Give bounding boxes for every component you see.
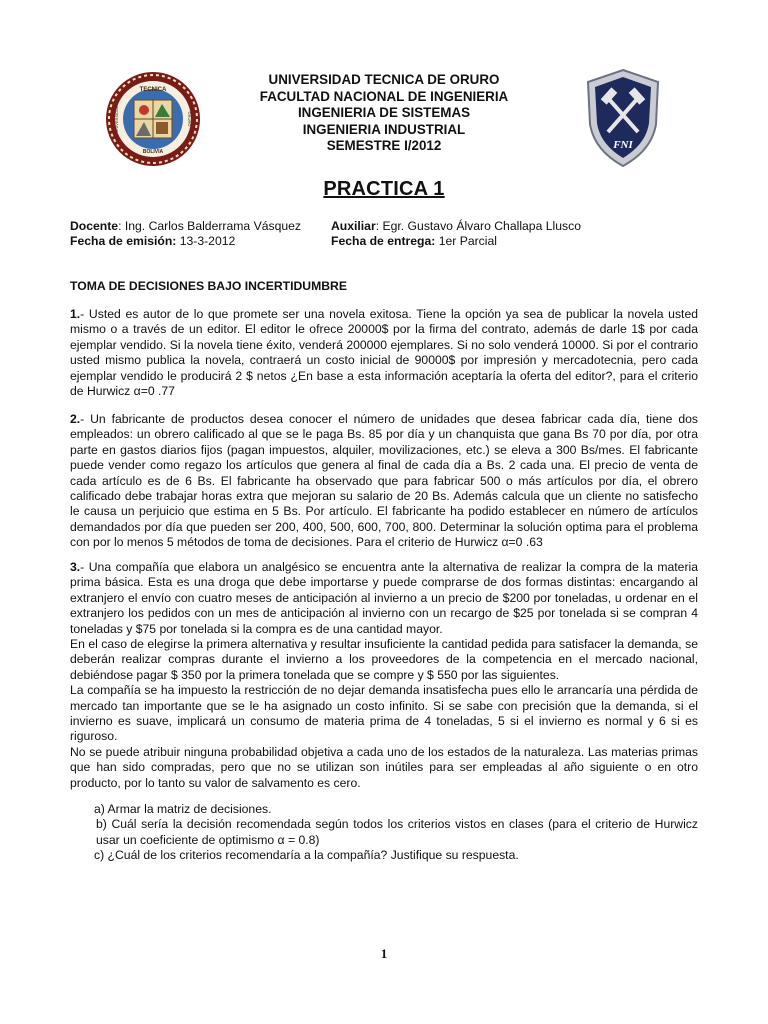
option-a: a) Armar la matriz de decisiones.	[94, 802, 272, 816]
fni-logo-text: FNI	[613, 139, 633, 151]
emision-value: 13-3-2012	[176, 234, 236, 248]
fni-shield-icon	[584, 68, 662, 168]
docente-label: Docente	[70, 219, 119, 233]
option-c: c) ¿Cuál de los criterios recomendaría a la compañía? Justifique su respuesta.	[94, 848, 519, 863]
entrega-value: 1er Parcial	[435, 234, 497, 248]
problem-2-number: 2.	[70, 412, 81, 426]
docente-line	[70, 219, 301, 234]
seal-left-text: UNIVERSIDAD	[114, 105, 119, 133]
problem-2	[70, 412, 698, 551]
problem-3-number: 3.	[70, 560, 81, 574]
header-line-industrial: INGENIERIA INDUSTRIAL	[302, 121, 466, 137]
seal-top-text: TECNICA	[139, 87, 167, 93]
auxiliar-line	[331, 219, 581, 234]
problem-3-text-3: La compañía se ha impuesto la restricción de no dejar demanda insatisfecha pues ello le arrancaría una pérdida de mercado tan importante que se le ha asignado un costo infinito. Si se sabe con precisión que la demanda, si el invierno es suave, implicará un consumo de materia prima de 4 toneladas, 5 si el invierno es normal y 6 si es riguroso.	[70, 683, 698, 744]
docente-value: : Ing. Carlos Balderrama Vásquez	[118, 219, 301, 233]
problem-3-text-2: En el caso de elegirse la primera alternativa y resultar insuficiente la cantidad pedida para satisfacer la demanda, se deberán realizar compras durante el invierno a los proveedores de la competencia en el mercado nacional, debiéndose pagar $ 350 por la primera tonelada que se compre y $ 550 por las siguientes.	[70, 637, 698, 682]
problem-2-text: - Un fabricante de productos desea conocer el número de unidades que desea fabricar cada día, tiene dos empleados: un obrero calificado al que se le paga Bs. 85 por día y un chanquista que gana Bs 70 por día, por otra parte en gastos diarios fijos (pagan impuestos, alquiler, movilizaciones, etc.) se eleva a 300 Bs/mes. El fabricante puede vender como regazo los artículos que genera al final de cada día a Bs. 2 cada una. El precio de venta de cada artículo es de 6 Bs. El fabricante ha observado que para fabricar 500 o más artículos por día, el obrero calificado debe trabajar horas extra que mejoran su salario de 20 Bs. Además calcula que un cliente no satisfecho le causa un perjuicio que estima en 5 Bs. Por artículo. El fabricante ha podido establecer en número de artículos demandados por día que pueden ser 200, 400, 500, 600, 700, 800. Determinar la solución optima para el problema con por lo menos 5 métodos de toma de decisiones. Para el criterio de Hurwicz α=0 .63	[70, 412, 698, 550]
problem-3-options	[86, 802, 698, 864]
header-line-university: UNIVERSIDAD TECNICA DE ORURO	[268, 72, 500, 87]
seal-bottom-text: BOLIVIA	[142, 149, 164, 155]
option-b: b) Cuál sería la decisión recomendada según todos los criterios vistos en clases (para el criterio de Hurwicz usar un coeficiente de optimismo α = 0.8)	[96, 817, 698, 847]
header-line-semester: SEMESTRE I/2012	[326, 138, 442, 154]
entrega-label: Fecha de entrega:	[331, 234, 436, 248]
problem-3	[70, 560, 698, 791]
problem-3-text-4: No se puede atribuir ninguna probabilidad objetiva a cada uno de los estados de la naturaleza. Las materias primas que han sido compradas, pero que no se utilizan son inútiles para ser empleadas al año siguiente o en otro producto, por lo tanto su valor de salvamento es cero.	[70, 744, 698, 790]
institution-header	[200, 72, 568, 155]
page-title: PRACTICA 1	[323, 178, 445, 200]
problem-1	[70, 307, 698, 399]
auxiliar-value: : Egr. Gustavo Álvaro Challapa Llusco	[375, 219, 581, 233]
entrega-line	[331, 234, 497, 249]
university-seal-icon	[104, 70, 202, 168]
problem-1-text: - Usted es autor de lo que promete ser una novela exitosa. Tiene la opción ya sea de publicar la novela usted mismo o a través de un editor. El editor le ofrece 20000$ por la firma del contrato, además de darle 1$ por cada ejemplar vendido. Si la novela tiene éxito, venderá 200000 ejemplares. Si no solo venderá 10000. Si por el contrario usted mismo publica la novela, contraerá un costo inicial de 90000$ por impresión y mercadotecnia, pero cada ejemplar vendido le producirá 2 $ netos ¿En base a esta información aceptaría la oferta del editor?, para el criterio de Hurwicz α=0 .77	[70, 307, 698, 399]
emision-line	[70, 234, 235, 249]
page-number: 1	[380, 946, 388, 961]
auxiliar-label: Auxiliar	[331, 219, 376, 233]
header-line-faculty: FACULTAD NACIONAL DE INGENIERIA	[259, 88, 509, 104]
seal-right-text: ORURO	[187, 111, 192, 127]
section-title: TOMA DE DECISIONES BAJO INCERTIDUMBRE	[70, 279, 347, 293]
problem-1-number: 1.	[70, 307, 81, 321]
emision-label: Fecha de emisión:	[70, 234, 177, 248]
header-line-systems: INGENIERIA DE SISTEMAS	[297, 105, 471, 121]
problem-3-text-1: - Una compañía que elabora un analgésico se encuentra ante la alternativa de realizar la compra de la materia prima básica. Esta es una droga que debe importarse y puede comprarse de dos formas distintas: encargando al extranjero el envío con cuatro meses de anticipación al invierno a un precio de $200 por toneladas, u ordenar en el extranjero los pedidos con un mes de anticipación al invierno con un recargo de $25 por tonelada si se compran 4 toneladas y $75 por tonelada si la compra es de una cantidad mayor.	[70, 560, 698, 636]
